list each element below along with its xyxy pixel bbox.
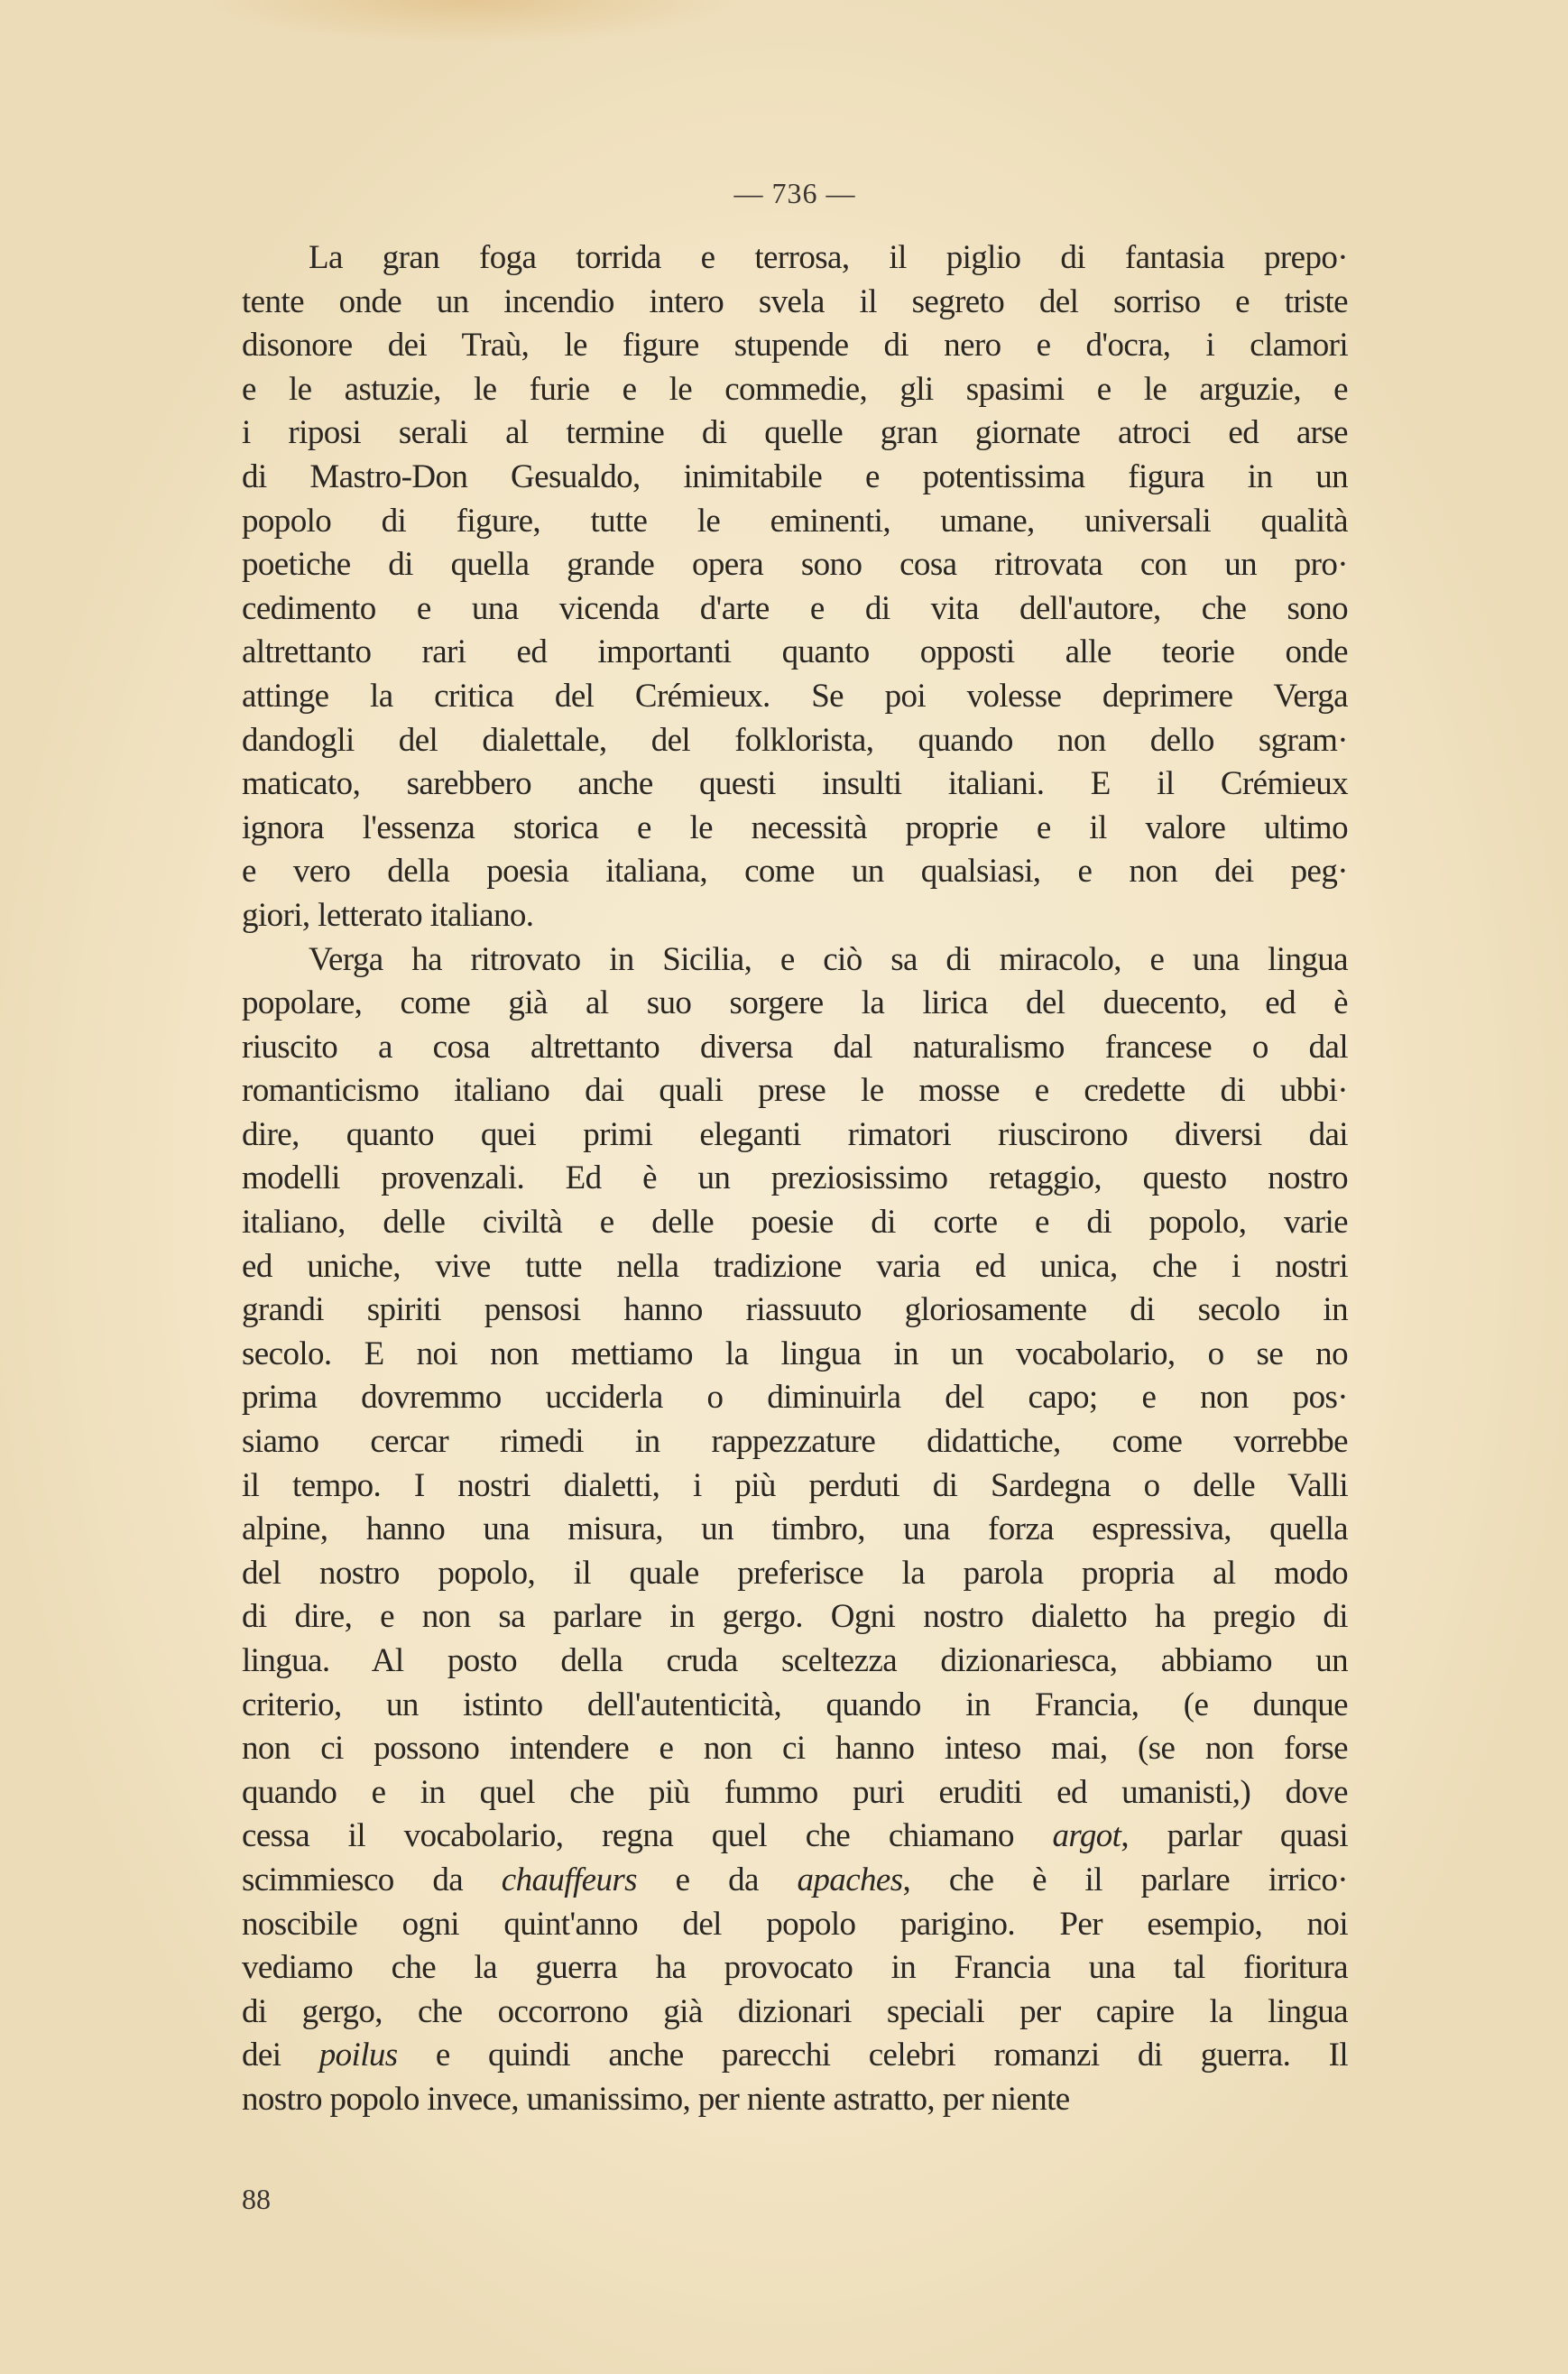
text-line: poetiche di quella grande opera sono cosa ritrovata con un pro· [242,546,1348,584]
text-line: secolo. E noi non mettiamo la lingua in un vocabolario, o se no [242,1335,1348,1372]
text-line: disonore dei Traù, le figure stupende di nero e d'ocra, i clamori [242,327,1348,365]
text-line: maticato, sarebbero anche questi insulti italiani. E il Crémieux [242,765,1348,803]
text-line: attinge la critica del Crémieux. Se poi volesse deprimere Verga [242,677,1348,715]
page-number-header: — 736 — [733,177,856,209]
text-line: ignora l'essenza storica e le necessità proprie e il valore ultimo [242,808,1348,846]
text-line: grandi spiriti pensosi hanno riassuuto gloriosamente di secolo in [242,1291,1348,1329]
text-line: del nostro popolo, il quale preferisce la parola propria al modo [242,1554,1348,1592]
text-line: non ci possono intendere e non ci hanno inteso mai, (se non forse [242,1730,1348,1768]
italic-term: poilus [318,2037,398,2074]
paragraph [242,236,1348,938]
signature-mark: 88 [242,2183,271,2215]
italic-term: argot [1052,1817,1121,1855]
text-line: Verga ha ritrovato in Sicilia, e ciò sa di miracolo, e una lingua [309,940,1348,978]
text-line: dandogli del dialettale, del folklorista, quando non dello sgram· [242,721,1348,759]
text-line: italiano, delle civiltà e delle poesie di corte e di popolo, varie [242,1204,1348,1242]
text-line: e vero della poesia italiana, come un qualsiasi, e non dei peg· [242,853,1348,891]
text-line: i riposi serali al termine di quelle gran giornate atroci ed arse [242,414,1348,452]
text-line: quando e in quel che più fummo puri eruditi ed umanisti,) dove [242,1773,1348,1811]
paragraph [242,938,1348,2122]
text-line: lingua. Al posto della cruda sceltezza dizionariesca, abbiamo un [242,1642,1348,1679]
text-line: nostro popolo invece, umanissimo, per niente astratto, per niente [242,2080,1070,2118]
text-line: cedimento e una vicenda d'arte e di vita dell'autore, che sono [242,589,1348,627]
text-line: popolare, come già al suo sorgere la lirica del duecento, ed è [242,984,1348,1022]
text-line: alpine, hanno una misura, un timbro, una forza espressiva, quella [242,1510,1348,1548]
text-line: La gran foga torrida e terrosa, il piglio di fantasia prepo· [309,239,1348,276]
text-line: ed uniche, vive tutte nella tradizione varia ed unica, che i nostri [242,1247,1348,1285]
text-line: siamo cercar rimedi in rappezzature didattiche, come vorrebbe [242,1423,1348,1461]
text-line: riuscito a cosa altrettanto diversa dal naturalismo francese o dal [242,1028,1348,1066]
text-line: modelli provenzali. Ed è un preziosissimo retaggio, questo nostro [242,1159,1348,1197]
text-line: cessa il vocabolario, regna quel che chiamano argot, parlar quasi [242,1817,1349,1855]
text-line: giori, letterato italiano. [242,896,534,934]
text-line: di dire, e non sa parlare in gergo. Ogni nostro dialetto ha pregio di [242,1598,1348,1636]
text-line: il tempo. I nostri dialetti, i più perduti di Sardegna o delle Valli [242,1466,1348,1504]
text-line: di Mastro-Don Gesualdo, inimitabile e potentissima figura in un [242,457,1348,495]
text-line: romanticismo italiano dai quali prese le mosse e credette di ubbi· [242,1072,1348,1110]
text-line: altrettanto rari ed importanti quanto opposti alle teorie onde [242,633,1348,671]
italic-term: chauffeurs [501,1861,637,1898]
text-line: vediamo che la guerra ha provocato in Francia una tal fioritura [242,1949,1348,1987]
text-line: di gergo, che occorrono già dizionari speciali per capire la lingua [242,1992,1348,2030]
italic-term: apaches [797,1861,903,1898]
text-line: scimmiesco da chauffeurs e da apaches, che è il parlare irrico· [242,1861,1348,1898]
text-line: dei poilus e quindi anche parecchi celebri romanzi di guerra. Il [242,2037,1348,2074]
body-text [242,236,1348,2122]
text-line: criterio, un istinto dell'autenticità, quando in Francia, (e dunque [242,1686,1348,1723]
text-line: tente onde un incendio intero svela il segreto del sorriso e triste [242,282,1348,320]
text-line: e le astuzie, le furie e le commedie, gli spasimi e le arguzie, e [242,370,1348,408]
text-line: noscibile ogni quint'anno del popolo parigino. Per esempio, noi [242,1905,1348,1943]
text-line: dire, quanto quei primi eleganti rimatori riuscirono diversi dai [242,1115,1348,1153]
text-line: popolo di figure, tutte le eminenti, umane, universali qualità [242,502,1348,540]
text-line: prima dovremmo ucciderla o diminuirla del capo; e non pos· [242,1379,1348,1417]
